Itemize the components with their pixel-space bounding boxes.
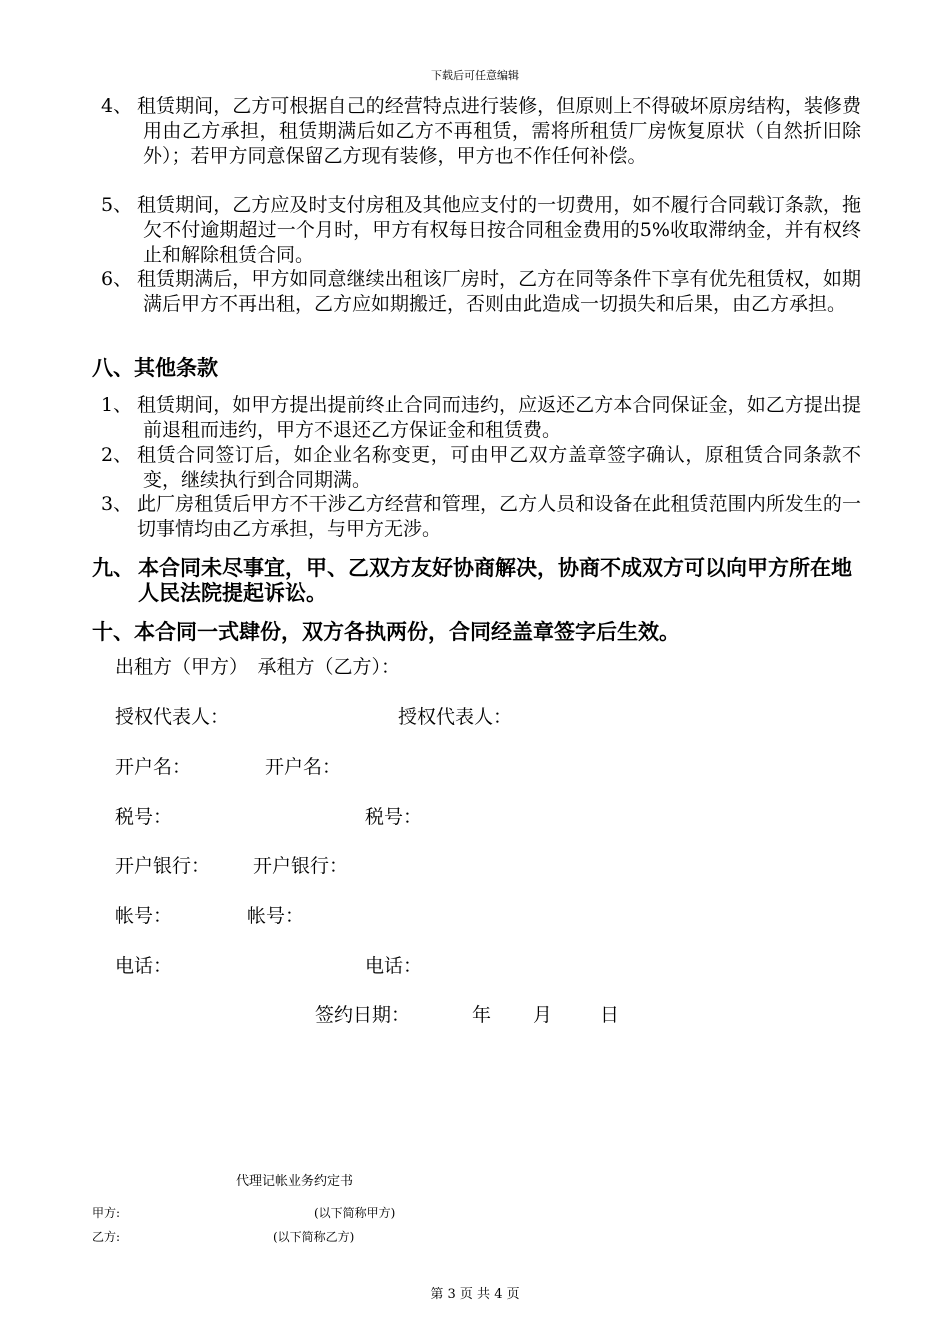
section-8-item — [101, 492, 861, 542]
section-8-title — [92, 355, 862, 380]
page-header-note: 下载后可任意编辑 — [431, 69, 519, 82]
clause-number: 4、 — [101, 95, 133, 117]
account-number-label-a: 帐号： — [115, 905, 173, 927]
section-10 — [92, 619, 862, 644]
tax-label-b: 税号： — [365, 806, 423, 828]
clause-text: 租赁期间，乙方应及时支付房租及其他应支付的一切费用，如不履行合同载订条款，拖欠不付逾期超过一个月时，甲方有权每日按合同租金费用的5%收取滞纳金，并有权终止和解除租赁合同。 — [137, 194, 861, 266]
clause-number: 6、 — [101, 268, 133, 290]
clause-text: 租赁期间，如甲方提出提前终止合同而违约，应返还乙方本合同保证金，如乙方提出提前退租而违约，甲方不退还乙方保证金和租赁费。 — [137, 394, 861, 441]
date-month: 月 — [533, 1004, 553, 1026]
tax-label-a: 税号： — [115, 806, 173, 828]
clause-text: 租赁合同签订后，如企业名称变更，可由甲乙双方盖章签字确认，原租赁合同条款不变，继续执行到合同期满。 — [137, 444, 861, 491]
clause-item — [101, 94, 861, 169]
rep-label-a: 授权代表人： — [115, 706, 230, 728]
section-10-text: 十、本合同一式肆份，双方各执两份，合同经盖章签字后生效。 — [92, 619, 680, 644]
bank-label-b: 开户银行： — [253, 855, 349, 877]
signing-date-label: 签约日期： — [315, 1004, 411, 1026]
section-8-item — [101, 393, 861, 443]
account-number-label-b: 帐号： — [247, 905, 305, 927]
clause-number: 2、 — [101, 444, 133, 466]
clause-item — [101, 193, 861, 268]
clause-number: 5、 — [101, 194, 133, 216]
clause-text: 此厂房租赁后甲方不干涉乙方经营和管理，乙方人员和设备在此租赁范围内所发生的一切事情均由乙方承担，与甲方无涉。 — [137, 493, 861, 540]
clause-number: 3、 — [101, 493, 133, 515]
signature-parties: 出租方（甲方） 承租方（乙方）： — [115, 656, 401, 678]
next-doc-party-a-label: 甲方: — [92, 1206, 121, 1220]
bank-label-a: 开户银行： — [115, 855, 211, 877]
next-doc-party-a-note: (以下简称甲方) — [314, 1206, 396, 1220]
clause-text: 租赁期间，乙方可根据自己的经营特点进行装修，但原则上不得破坏原房结构，装修费用由乙方承担，租赁期满后如乙方不再租赁，需将所租赁厂房恢复原状（自然折旧除外）；若甲方同意保留乙方现有装修，甲方也不作任何补偿。 — [137, 95, 861, 167]
next-doc-party-b-label: 乙方: — [92, 1230, 121, 1244]
section-9-number: 九、 — [92, 555, 134, 580]
account-name-label-a: 开户名： — [115, 756, 192, 778]
section-9 — [92, 555, 862, 605]
clause-number: 1、 — [101, 394, 133, 416]
clause-item — [101, 267, 861, 317]
clause-text: 租赁期满后，甲方如同意继续出租该厂房时，乙方在同等条件下享有优先租赁权，如期满后甲方不再出租，乙方应如期搬迁，否则由此造成一切损失和后果，由乙方承担。 — [137, 268, 861, 315]
section-9-text: 本合同未尽事宜，甲、乙双方友好协商解决，协商不成双方可以向甲方所在地人民法院提起诉讼。 — [138, 555, 852, 605]
date-year: 年 — [472, 1004, 492, 1026]
account-name-label-b: 开户名： — [265, 756, 342, 778]
date-day: 日 — [600, 1004, 620, 1026]
section-8-item — [101, 443, 861, 493]
page-number: 第 3 页 共 4 页 — [430, 1287, 520, 1302]
phone-label-a: 电话： — [115, 955, 173, 977]
phone-label-b: 电话： — [365, 955, 423, 977]
rep-label-b: 授权代表人： — [398, 706, 513, 728]
next-doc-title: 代理记帐业务约定书 — [236, 1174, 354, 1189]
section-8-title-text: 八、其他条款 — [92, 355, 218, 380]
next-doc-party-b-note: (以下简称乙方) — [273, 1230, 355, 1244]
